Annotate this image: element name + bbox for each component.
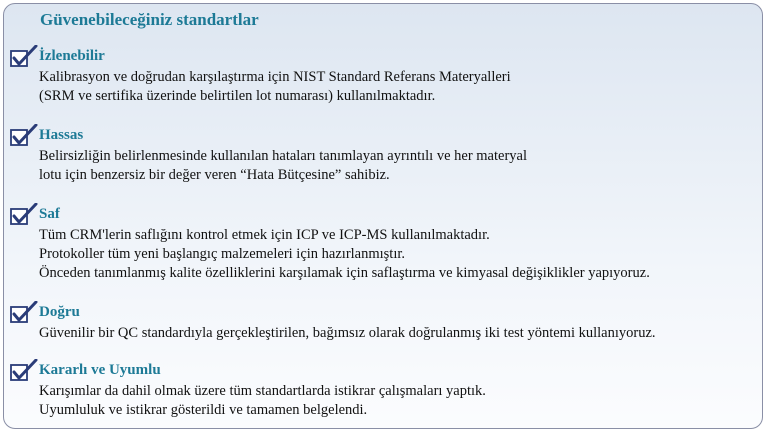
checkmark-box-icon — [9, 301, 39, 325]
section-line: (SRM ve sertifika üzerinde belirtilen lot numarası) kullanılmaktadır. — [39, 88, 436, 104]
section-line: Protokoller tüm yeni başlangıç malzemeleri için hazırlanmıştır. — [39, 246, 406, 262]
checkmark-box-icon — [9, 203, 39, 227]
checkmark-box-icon — [9, 124, 39, 148]
section-heading: Saf — [39, 206, 60, 222]
section-line: Güvenilir bir QC standardıyla gerçekleştirilen, bağımsız olarak doğrulanmış iki test yöntemi kullanıyoruz. — [39, 325, 656, 341]
section-line: Belirsizliğin belirlenmesinde kullanılan hataları tanımlayan ayrıntılı ve her materyal — [39, 148, 528, 164]
panel-title: Güvenebileceğiniz standartlar — [40, 10, 259, 29]
section-heading: Hassas — [39, 127, 84, 143]
section-line: Önceden tanımlanmış kalite özelliklerini karşılamak için saflaştırma ve kimyasal değişiklikler yapıyoruz. — [39, 265, 650, 281]
section-heading: İzlenebilir — [39, 48, 105, 64]
section-heading: Kararlı ve Uyumlu — [39, 362, 161, 378]
section-line: Kalibrasyon ve doğrudan karşılaştırma için NIST Standard Referans Materyalleri — [39, 69, 511, 85]
section-line: Uyumluluk ve istikrar gösterildi ve tamamen belgelendi. — [39, 402, 368, 418]
standards-panel — [3, 3, 763, 429]
section-line: Tüm CRM'lerin saflığını kontrol etmek için ICP ve ICP-MS kullanılmaktadır. — [39, 227, 490, 243]
section-line: Karışımlar da dahil olmak üzere tüm standartlarda istikrar çalışmaları yaptık. — [39, 383, 486, 399]
checkmark-box-icon — [9, 45, 39, 69]
checkmark-box-icon — [9, 359, 39, 383]
section-line: lotu için benzersiz bir değer veren “Hata Bütçesine” sahibiz. — [39, 167, 390, 183]
section-heading: Doğru — [39, 304, 80, 320]
